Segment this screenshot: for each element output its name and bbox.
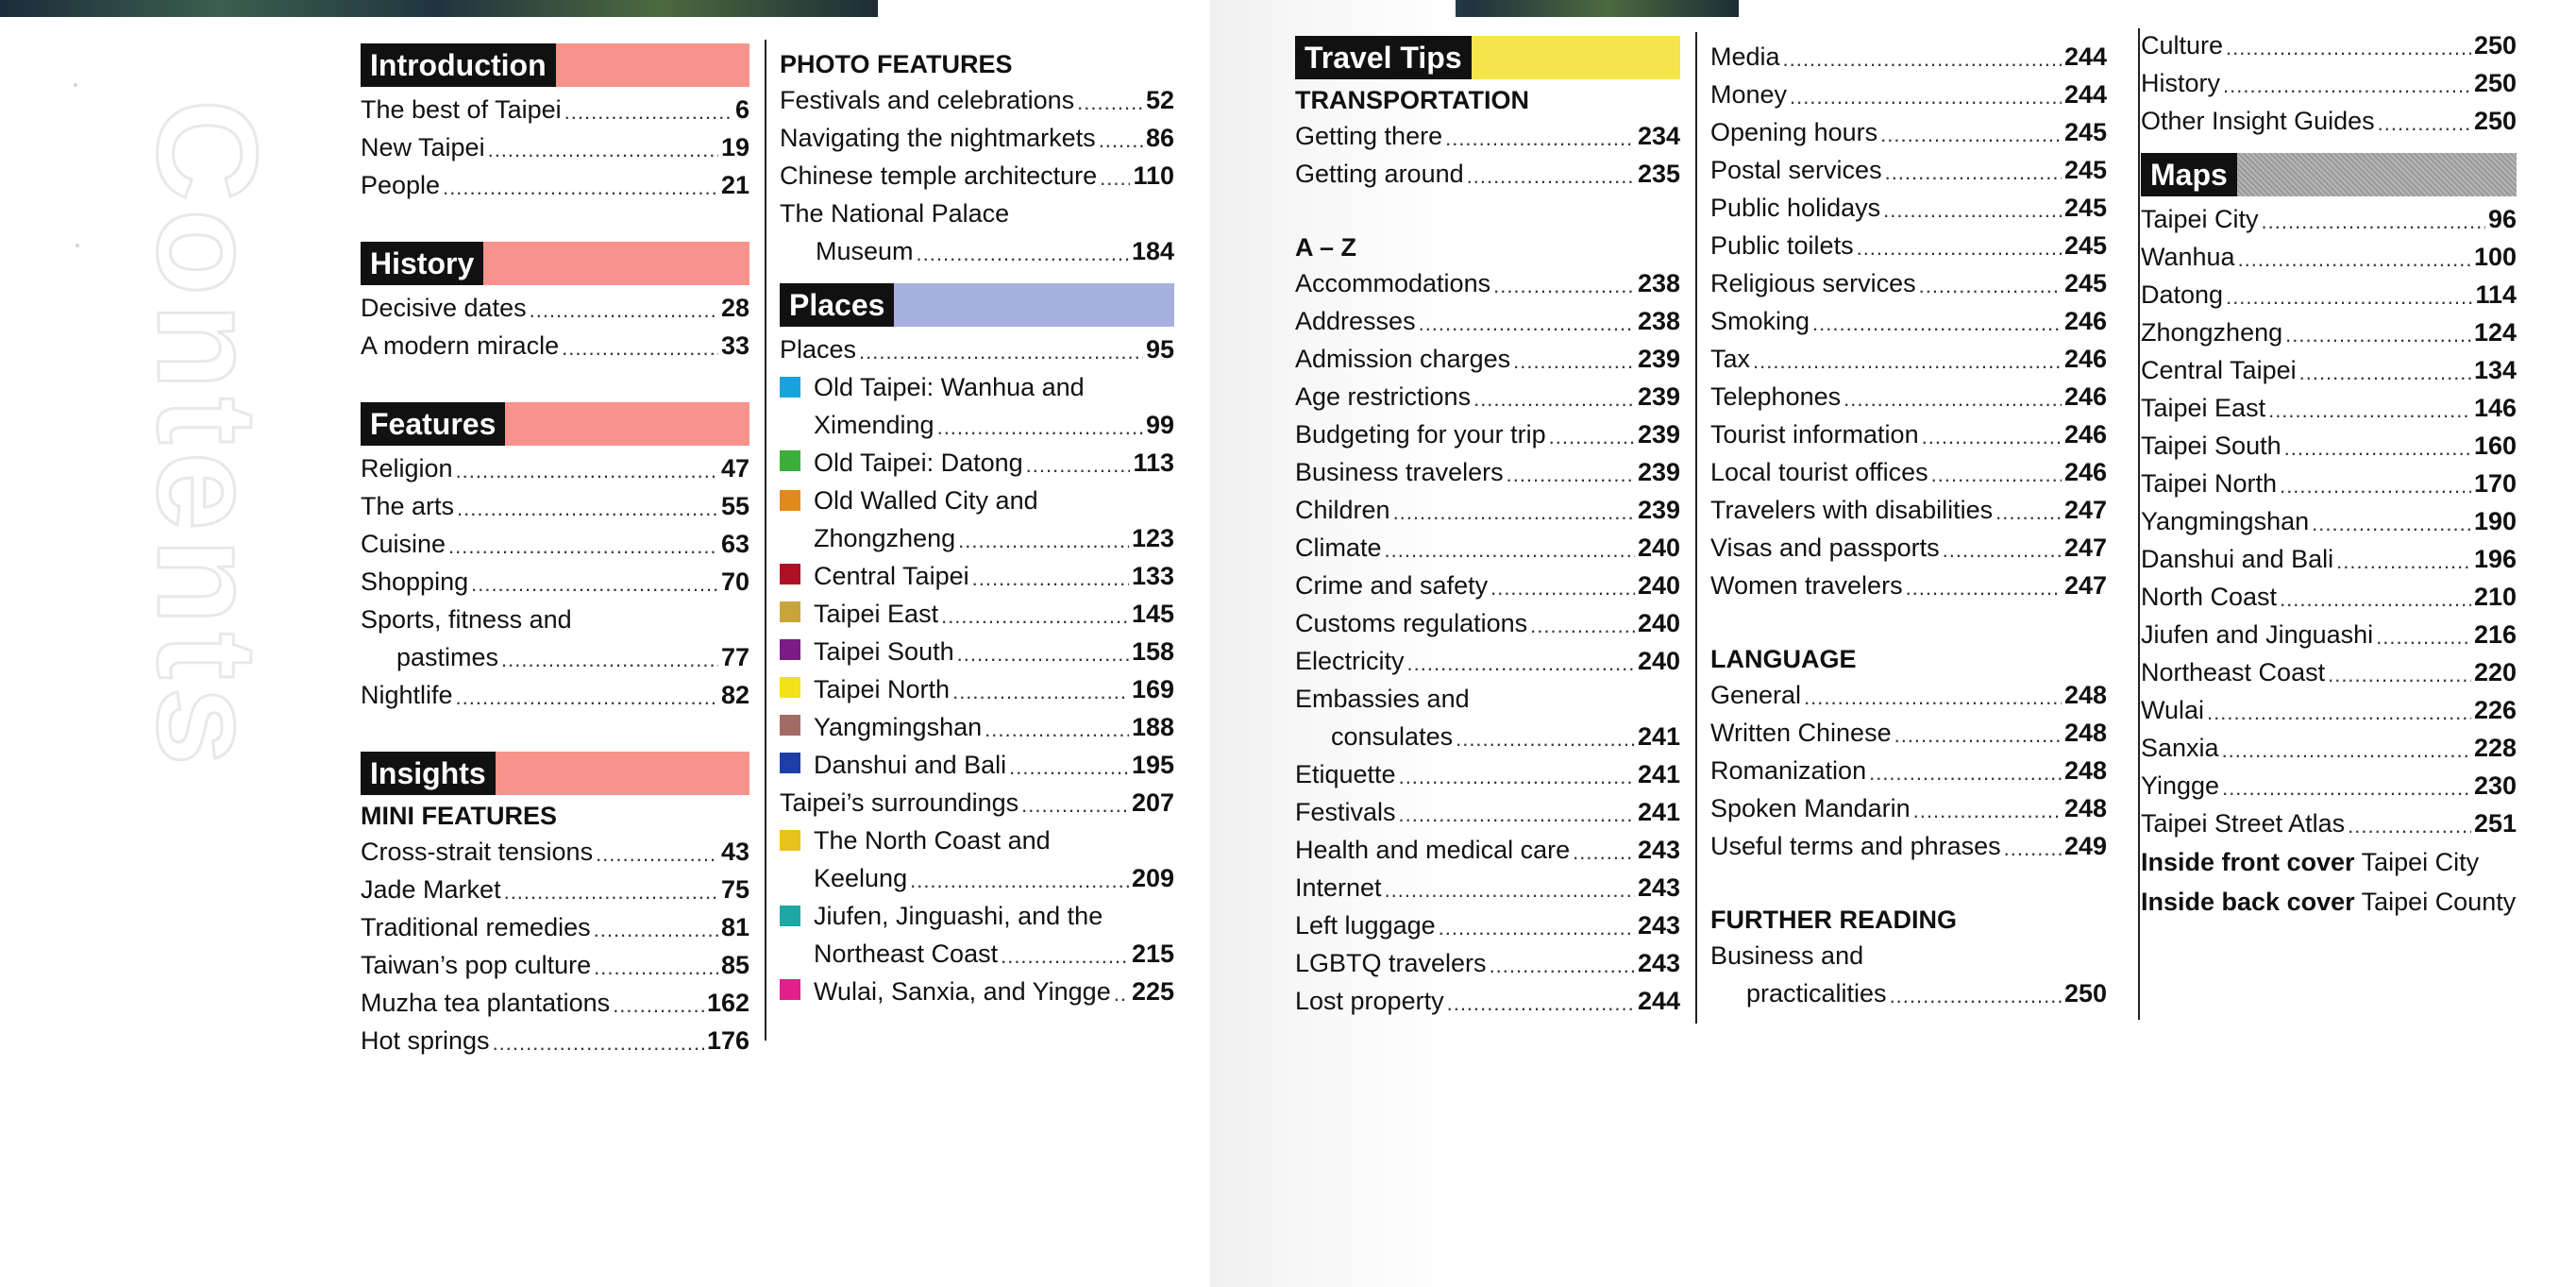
toc-entry[interactable]: Age restrictions ..... 239 <box>1295 378 1680 415</box>
toc-entry[interactable]: The best of Taipei ..... 6 <box>361 91 749 128</box>
toc-entry[interactable]: History ..... 250 <box>2141 64 2517 102</box>
toc-entry[interactable]: Internet ..... 243 <box>1295 869 1680 906</box>
toc-entry-line[interactable]: The National Palace <box>780 199 1010 228</box>
toc-entry[interactable]: Money ..... 244 <box>1710 76 2107 113</box>
toc-entry[interactable]: Climate ..... 240 <box>1295 529 1680 567</box>
toc-entry[interactable]: LGBTQ travelers ..... 243 <box>1295 944 1680 982</box>
toc-entry[interactable]: A modern miracle ..... 33 <box>361 327 749 364</box>
toc-entry[interactable]: Visas and passports ..... 247 <box>1710 529 2107 567</box>
toc-entry[interactable]: Taipei North ..... 169 <box>780 670 1174 708</box>
toc-entry[interactable]: Opening hours ..... 245 <box>1710 113 2107 151</box>
toc-entry[interactable]: Danshui and Bali ..... 195 <box>780 746 1174 784</box>
toc-entry[interactable]: North Coast ..... 210 <box>2141 578 2517 616</box>
toc-entry[interactable]: Business travelers ..... 239 <box>1295 453 1680 491</box>
section-heading-history: History <box>361 242 749 285</box>
toc-entry[interactable]: Romanization ..... 248 <box>1710 752 2107 789</box>
language-entries <box>1710 676 2107 865</box>
toc-entry[interactable]: Tax ..... 246 <box>1710 340 2107 378</box>
toc-entry[interactable]: Lost property ..... 244 <box>1295 982 1680 1020</box>
section-heading-introduction: Introduction <box>361 43 749 87</box>
maps-entries <box>2141 200 2517 842</box>
toc-entry[interactable]: Zhongzheng ..... 124 <box>2141 313 2517 351</box>
toc-entry[interactable]: Hot springs ..... 176 <box>361 1022 749 1059</box>
section-heading-places: Places <box>780 283 1174 327</box>
toc-entry[interactable]: Muzha tea plantations ..... 162 <box>361 984 749 1022</box>
column-divider <box>2138 28 2140 1020</box>
toc-entry[interactable]: Taipei North ..... 170 <box>2141 465 2517 502</box>
toc-entry[interactable]: Religious services ..... 245 <box>1710 264 2107 302</box>
toc-entry[interactable]: Yingge ..... 230 <box>2141 767 2517 804</box>
toc-entry-line[interactable]: The North Coast and <box>780 821 1174 859</box>
cover-map-entry[interactable]: Inside front cover Taipei City <box>2141 848 2480 876</box>
toc-entry[interactable]: Zhongzheng ..... 123 <box>780 519 1174 557</box>
region-color-key <box>780 450 800 471</box>
toc-entry-line[interactable]: Old Walled City and <box>780 482 1174 519</box>
history-entries <box>361 289 749 364</box>
toc-entry[interactable]: consulates ..... 241 <box>1295 718 1680 755</box>
toc-entry[interactable]: Taipei South ..... 160 <box>2141 427 2517 465</box>
toc-entry[interactable]: General ..... 248 <box>1710 676 2107 714</box>
toc-entry-line[interactable]: Old Taipei: Wanhua and <box>780 368 1174 406</box>
toc-entry[interactable]: Spoken Mandarin ..... 248 <box>1710 789 2107 827</box>
toc-entry[interactable]: Shopping ..... 70 <box>361 563 749 601</box>
toc-entry[interactable]: Health and medical care ..... 243 <box>1295 831 1680 869</box>
toc-entry[interactable]: The arts ..... 55 <box>361 487 749 525</box>
toc-entry-line[interactable]: Business and <box>1710 941 1864 970</box>
toc-entry[interactable]: Nightlife ..... 82 <box>361 676 749 714</box>
toc-entry[interactable]: Children ..... 239 <box>1295 491 1680 529</box>
toc-entry[interactable]: Datong ..... 114 <box>2141 276 2517 313</box>
section-heading-travel-tips: Travel Tips <box>1295 36 1680 79</box>
region-color-key <box>780 715 800 736</box>
toc-entry[interactable]: Tourist information ..... 246 <box>1710 415 2107 453</box>
toc-entry[interactable]: Cuisine ..... 63 <box>361 525 749 563</box>
toc-entry[interactable]: practicalities ..... 250 <box>1710 974 2107 1012</box>
cover-maps <box>2141 842 2517 922</box>
a-z-entries-1 <box>1295 264 1680 1020</box>
toc-entry[interactable]: Museum ..... 184 <box>780 232 1174 270</box>
toc-entry[interactable]: Useful terms and phrases ..... 249 <box>1710 827 2107 865</box>
toc-entry[interactable]: Admission charges ..... 239 <box>1295 340 1680 378</box>
toc-entry[interactable]: Postal services ..... 245 <box>1710 151 2107 189</box>
toc-entry[interactable]: Public toilets ..... 245 <box>1710 227 2107 264</box>
toc-entry[interactable]: Taiwan’s pop culture ..... 85 <box>361 946 749 984</box>
toc-entry[interactable]: Navigating the nightmarkets ..... 86 <box>780 119 1174 157</box>
toc-entry-line[interactable]: Sports, fitness and <box>361 605 572 634</box>
region-color-key <box>780 906 800 926</box>
toc-entry[interactable]: Culture ..... 250 <box>2141 26 2517 64</box>
toc-entry[interactable]: Local tourist offices ..... 246 <box>1710 453 2107 491</box>
further-reading-subheading: FURTHER READING <box>1710 906 1957 934</box>
toc-entry[interactable]: Festivals ..... 241 <box>1295 793 1680 831</box>
toc-entry[interactable]: Taipei City ..... 96 <box>2141 200 2517 238</box>
further-reading-entries-cont <box>2141 26 2517 140</box>
a-z-subheading: A – Z <box>1295 233 1357 262</box>
toc-entry[interactable]: pastimes ..... 77 <box>361 638 749 676</box>
region-color-key <box>780 753 800 773</box>
photo-features-entries <box>780 81 1174 270</box>
contents-column-3 <box>1295 36 1680 1020</box>
toc-entry[interactable]: Taipei’s surroundings ..... 207 <box>780 784 1174 821</box>
toc-entry[interactable]: Written Chinese ..... 248 <box>1710 714 2107 752</box>
transportation-subheading: TRANSPORTATION <box>1295 86 1529 114</box>
introduction-entries <box>361 91 749 204</box>
column-divider <box>765 40 766 1041</box>
toc-entry[interactable]: Traditional remedies ..... 81 <box>361 908 749 946</box>
toc-entry[interactable]: Decisive dates ..... 28 <box>361 289 749 327</box>
toc-entry[interactable]: Public holidays ..... 245 <box>1710 189 2107 227</box>
toc-entry[interactable]: Taipei East ..... 145 <box>780 595 1174 633</box>
toc-entry[interactable]: Electricity ..... 240 <box>1295 642 1680 680</box>
toc-entry[interactable]: New Taipei ..... 19 <box>361 128 749 166</box>
toc-entry[interactable]: Smoking ..... 246 <box>1710 302 2107 340</box>
toc-entry[interactable]: Ximending ..... 99 <box>780 406 1174 444</box>
toc-entry-line[interactable]: Jiufen, Jinguashi, and the <box>780 897 1174 935</box>
toc-entry[interactable]: Getting around ..... 235 <box>1295 155 1680 193</box>
toc-entry[interactable]: Jiufen and Jinguashi ..... 216 <box>2141 616 2517 653</box>
toc-entry[interactable]: Accommodations ..... 238 <box>1295 264 1680 302</box>
toc-entry[interactable]: Telephones ..... 246 <box>1710 378 2107 415</box>
toc-entry[interactable]: Left luggage ..... 243 <box>1295 906 1680 944</box>
toc-entry[interactable]: Women travelers ..... 247 <box>1710 567 2107 604</box>
toc-entry[interactable]: Central Taipei ..... 134 <box>2141 351 2517 389</box>
toc-entry[interactable]: Northeast Coast ..... 215 <box>780 935 1174 973</box>
toc-entry[interactable]: Wulai ..... 226 <box>2141 691 2517 729</box>
column-divider <box>1695 32 1697 1024</box>
section-heading-features: Features <box>361 402 749 446</box>
toc-entry[interactable]: Taipei Street Atlas ..... 251 <box>2141 804 2517 842</box>
toc-entry[interactable]: Etiquette ..... 241 <box>1295 755 1680 793</box>
toc-entry[interactable]: Chinese temple architecture ..... 110 <box>780 157 1174 195</box>
toc-entry[interactable]: People ..... 21 <box>361 166 749 204</box>
paper-speck <box>76 244 79 247</box>
further-reading-entries <box>1710 937 2107 1012</box>
toc-entry[interactable]: Danshui and Bali ..... 196 <box>2141 540 2517 578</box>
toc-entry[interactable]: Religion ..... 47 <box>361 449 749 487</box>
toc-entry[interactable]: Places ..... 95 <box>780 330 1174 368</box>
toc-entry[interactable]: Wanhua ..... 100 <box>2141 238 2517 276</box>
a-z-entries-2 <box>1710 38 2107 604</box>
toc-entry[interactable]: Old Taipei: Datong ..... 113 <box>780 444 1174 482</box>
toc-entry[interactable]: Crime and safety ..... 240 <box>1295 567 1680 604</box>
contents-column-5 <box>2141 26 2517 922</box>
toc-entry-line[interactable]: Embassies and <box>1295 685 1470 713</box>
toc-entry[interactable]: Travelers with disabilities ..... 247 <box>1710 491 2107 529</box>
toc-entry[interactable]: Taipei East ..... 146 <box>2141 389 2517 427</box>
features-entries <box>361 449 749 714</box>
region-color-key <box>780 490 800 511</box>
transportation-entries <box>1295 117 1680 193</box>
toc-entry[interactable]: Other Insight Guides ..... 250 <box>2141 102 2517 140</box>
mini-features-subheading: MINI FEATURES <box>361 802 557 830</box>
toc-entry[interactable]: Keelung ..... 209 <box>780 859 1174 897</box>
region-color-key <box>780 601 800 622</box>
region-color-key <box>780 639 800 660</box>
places-entries <box>780 368 1174 784</box>
toc-entry[interactable]: Yangmingshan ..... 188 <box>780 708 1174 746</box>
toc-entry[interactable]: Customs regulations ..... 240 <box>1295 604 1680 642</box>
toc-entry[interactable]: Budgeting for your trip ..... 239 <box>1295 415 1680 453</box>
contents-column-4 <box>1710 38 2107 1012</box>
contents-column-1 <box>361 43 749 1059</box>
toc-entry[interactable]: Taipei South ..... 158 <box>780 633 1174 670</box>
region-color-key <box>780 564 800 584</box>
toc-entry[interactable]: Northeast Coast ..... 220 <box>2141 653 2517 691</box>
toc-entry[interactable]: Getting there ..... 234 <box>1295 117 1680 155</box>
toc-entry[interactable]: Festivals and celebrations ..... 52 <box>780 81 1174 119</box>
toc-entry[interactable]: Sanxia ..... 228 <box>2141 729 2517 767</box>
region-color-key <box>780 830 800 851</box>
toc-entry[interactable]: Media ..... 244 <box>1710 38 2107 76</box>
region-color-key <box>780 377 800 398</box>
toc-entry[interactable]: Wulai, Sanxia, and Yingge ..... 225 <box>780 973 1174 1010</box>
insights-entries <box>361 833 749 1059</box>
contents-vertical-title: Contents <box>128 99 287 773</box>
toc-entry[interactable]: Yangmingshan ..... 190 <box>2141 502 2517 540</box>
cover-map-entry[interactable]: Inside back cover Taipei County <box>2141 888 2517 916</box>
toc-entry[interactable]: Cross-strait tensions ..... 43 <box>361 833 749 871</box>
language-subheading: LANGUAGE <box>1710 645 1857 673</box>
surroundings-entries <box>780 821 1174 1010</box>
toc-entry[interactable]: Addresses ..... 238 <box>1295 302 1680 340</box>
toc-entry[interactable]: Jade Market ..... 75 <box>361 871 749 908</box>
region-color-key <box>780 979 800 1000</box>
toc-entry[interactable]: Central Taipei ..... 133 <box>780 557 1174 595</box>
paper-speck <box>74 83 77 87</box>
section-heading-maps: Maps <box>2141 153 2517 196</box>
contents-column-2 <box>780 47 1174 1010</box>
photo-edge-strip-left <box>0 0 878 17</box>
photo-features-subheading: PHOTO FEATURES <box>780 50 1013 78</box>
section-heading-insights: Insights <box>361 752 749 795</box>
region-color-key <box>780 677 800 698</box>
